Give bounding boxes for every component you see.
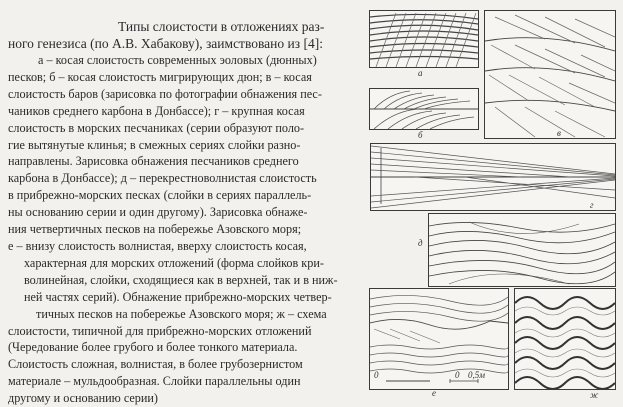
caption-line: а – косая слоистость современных эоловых (дюнных) [38, 53, 317, 67]
panel-e-scale-zero-left: 0 [374, 370, 379, 380]
panel-a-strata [370, 11, 478, 67]
panel-d-strata [429, 214, 615, 286]
panel-g-drawing [370, 143, 616, 211]
caption-line: ны основанию серии и один другому). Зарисовка обнаже- [8, 205, 308, 220]
caption-line: слоистость в морских песчаниках (серии образуют поло- [8, 120, 305, 135]
caption-line: Слоистость сложная, волнистая, в более грубозернистом [8, 357, 303, 372]
panel-v-drawing [484, 10, 616, 139]
caption-line: другому и основанию серии) [8, 391, 158, 406]
panel-e-label: е [432, 388, 436, 398]
caption-line: ней частях серий). Обнажение прибрежно-морских четвер- [24, 289, 332, 304]
panel-a-label: а [418, 68, 423, 78]
caption-line: е – внизу слоистость волнистая, вверху слоистость косая, [8, 238, 307, 253]
panel-e-strata [370, 289, 508, 389]
panel-b-drawing [369, 88, 479, 130]
panel-g-label: г [590, 200, 594, 210]
panel-d-drawing [428, 213, 616, 287]
caption-title-line-2: ного генезиса (по А.В. Хабакову), заимствовано из [4]: [8, 36, 323, 51]
caption-line: волинейная, слойки, сходящиеся как в верхней, так и в ниж- [24, 272, 338, 287]
panel-e-scale-zero-right: 0 [455, 370, 460, 380]
panel-zh-label: ж [590, 390, 599, 400]
caption-line: материале – мульдообразная. Слойки параллельны один [8, 374, 301, 389]
panel-d-label: д [418, 238, 423, 248]
caption-line: слоистость баров (зарисовка по фотографии обнажения пес- [8, 86, 322, 101]
panel-a-drawing [369, 10, 479, 68]
caption-line: песков; б – косая слоистость мигрирующих дюн; в – косая [8, 69, 312, 84]
caption-line: тичных песков на побережье Азовского моря; ж – схема [36, 306, 327, 321]
caption-line: ния четвертичных песков на побережье Азовского моря; [8, 222, 302, 237]
caption-line: слоистости, типичной для прибрежно-морских отложений [8, 323, 312, 338]
panel-b-strata [370, 89, 478, 129]
panel-v-label: в [557, 128, 561, 138]
panel-v-strata [485, 11, 615, 138]
caption-line: направлены. Зарисовка обнажения песчаников среднего [8, 154, 299, 169]
caption-line: карбона в Донбассе); д – перекрестноволнистая слоистость [8, 171, 317, 186]
panel-e-drawing [369, 288, 509, 390]
panel-g-strata [371, 144, 615, 210]
caption-line: чаников среднего карбона в Донбассе); г – крупная косая [8, 103, 305, 118]
caption-line: в прибрежно-морских песках (слойки в сериях параллель- [8, 188, 312, 203]
caption-line: гие вытянутые клинья; в смежных сериях слойки разно- [8, 137, 301, 152]
caption-title-line-1: Типы слоистости в отложениях раз- [118, 19, 325, 34]
panel-zh-drawing [514, 288, 616, 390]
panel-e-scale-text: 0,5м [468, 370, 485, 380]
caption-line: (Чередование более грубого и более тонкого материала. [8, 340, 298, 355]
caption-line: характерная для морских отложений (форма слойков кри- [24, 255, 324, 270]
panel-zh-strata [515, 289, 615, 389]
stratification-figure [360, 0, 623, 405]
panel-b-label: б [418, 130, 423, 140]
figure-caption [8, 18, 362, 407]
